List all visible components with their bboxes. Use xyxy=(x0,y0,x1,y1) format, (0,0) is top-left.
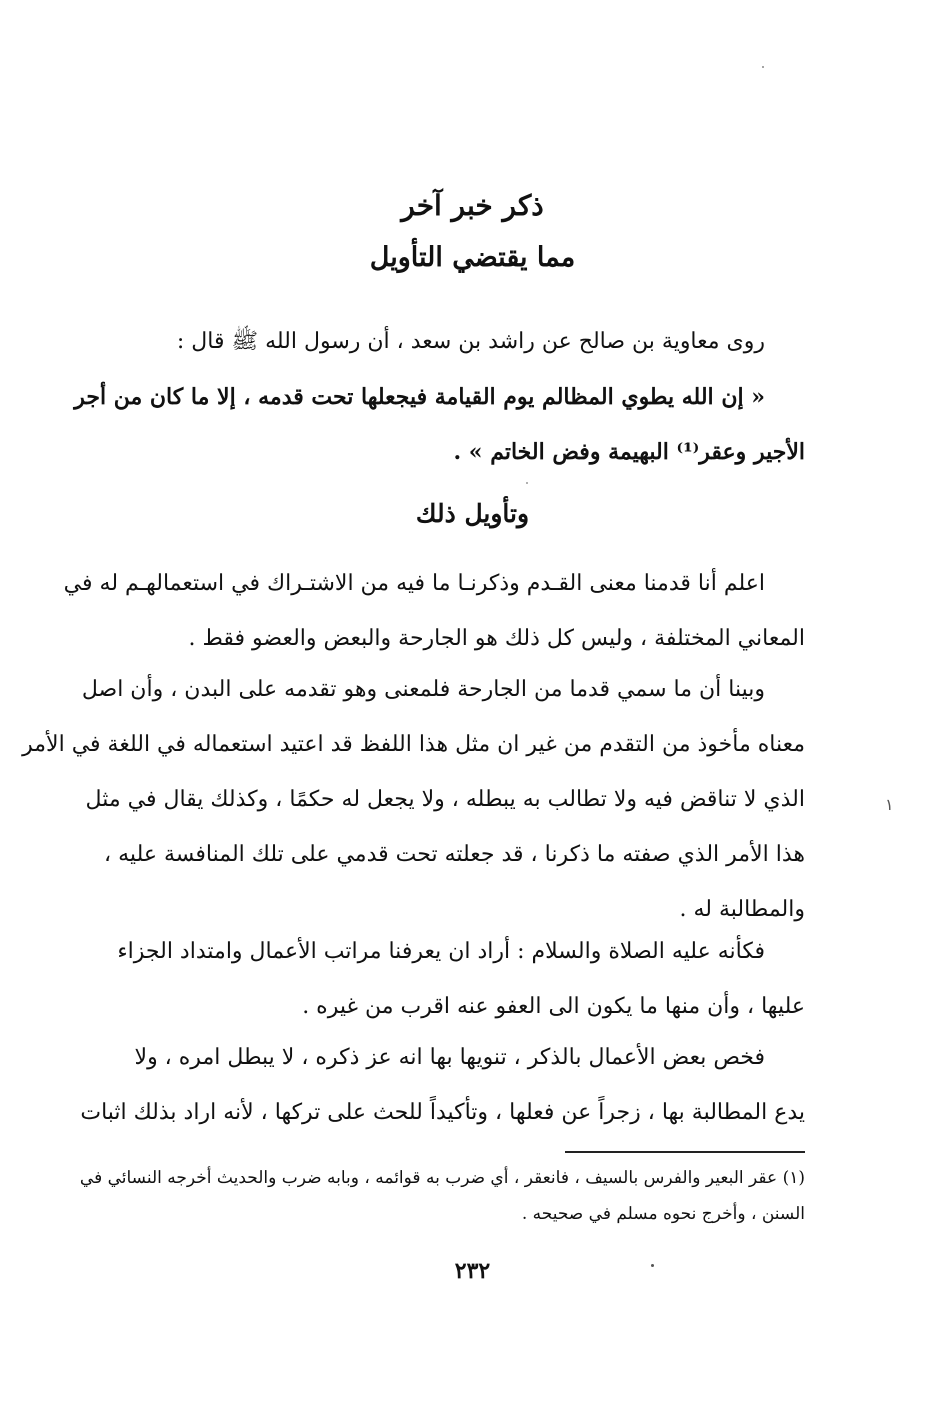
section-heading: وتأويل ذلك xyxy=(415,499,530,528)
paragraph-line: والمطالبة له . xyxy=(679,897,805,922)
footnote xyxy=(79,1160,805,1232)
body-paragraph-3 xyxy=(117,924,805,1034)
hadith-line-2: الأجير وعقر⁽¹⁾ البهيمة وفض الخاتم » . xyxy=(453,439,805,465)
body-paragraph-1 xyxy=(63,556,805,666)
paragraph-line: وبينا أن ما سمي قدما من الجارحة فلمعنى وهو تقدمه على البدن ، وأن اصل xyxy=(81,677,765,702)
paragraph-line: يدع المطالبة بها ، زجراً عن فعلها ، وتأكيداً للحث على تركها ، لأنه اراد بذلك اثبات xyxy=(80,1100,805,1125)
page-number: ٢٣٢ xyxy=(454,1258,491,1284)
paragraph-line: معناه مأخوذ من التقدم من غير ان مثل هذا اللفظ قد اعتيد استعماله في اللغة في الأمر xyxy=(22,732,805,757)
paragraph-line: فكأنه عليه الصلاة والسلام : أراد ان يعرفنا مراتب الأعمال وامتداد الجزاء xyxy=(117,939,765,964)
chapter-subtitle: مما يقتضي التأويل xyxy=(369,242,576,273)
margin-mark: ١ xyxy=(885,795,894,814)
paragraph-line: هذا الأمر الذي صفته ما ذكرنا ، قد جعلته تحت قدمي على تلك المنافسة عليه ، xyxy=(104,842,805,867)
paragraph-line: المعاني المختلفة ، وليس كل ذلك هو الجارحة والبعض والعضو فقط . xyxy=(188,626,805,651)
paper-speck xyxy=(526,482,528,484)
hadith-line-1: « إن الله يطوي المظالم يوم القيامة فيجعلها تحت قدمه ، إلا ما كان من أجر xyxy=(74,384,765,410)
intro-paragraph xyxy=(140,314,805,369)
paragraph-line: الذي لا تناقض فيه ولا تطالب به يبطله ، ولا يجعل له حكمًا ، وكذلك يقال في مثل xyxy=(85,787,805,812)
footnote-line-1: (١) عقر البعير والفرس بالسيف ، فانعقر ، أي ضرب به قوائمه ، وبابه ضرب والحديث أخرجه النسائي في xyxy=(79,1168,805,1188)
footnote-line-2: السنن ، وأخرج نحوه مسلم في صحيحه . xyxy=(521,1204,805,1224)
body-paragraph-2 xyxy=(22,662,805,937)
paragraph-line: عليها ، وأن منها ما يكون الى العفو عنه اقرب من غيره . xyxy=(302,994,805,1019)
paper-speck xyxy=(762,66,764,68)
footnote-divider xyxy=(565,1151,805,1153)
body-paragraph-4 xyxy=(80,1030,805,1140)
intro-line: روى معاوية بن صالح عن راشد بن سعد ، أن رسول الله ﷺ قال : xyxy=(176,329,765,354)
hadith-quote xyxy=(74,370,805,480)
paragraph-line: فخص بعض الأعمال بالذكر ، تنويها بها انه عز ذكره ، لا يبطل امره ، ولا xyxy=(134,1045,765,1070)
paragraph-line: اعلم أنا قدمنا معنى القـدم وذكرنـا ما فيه من الاشتـراك في استعمالهـم له في xyxy=(63,571,765,596)
chapter-title: ذكر خبر آخر xyxy=(401,189,544,222)
